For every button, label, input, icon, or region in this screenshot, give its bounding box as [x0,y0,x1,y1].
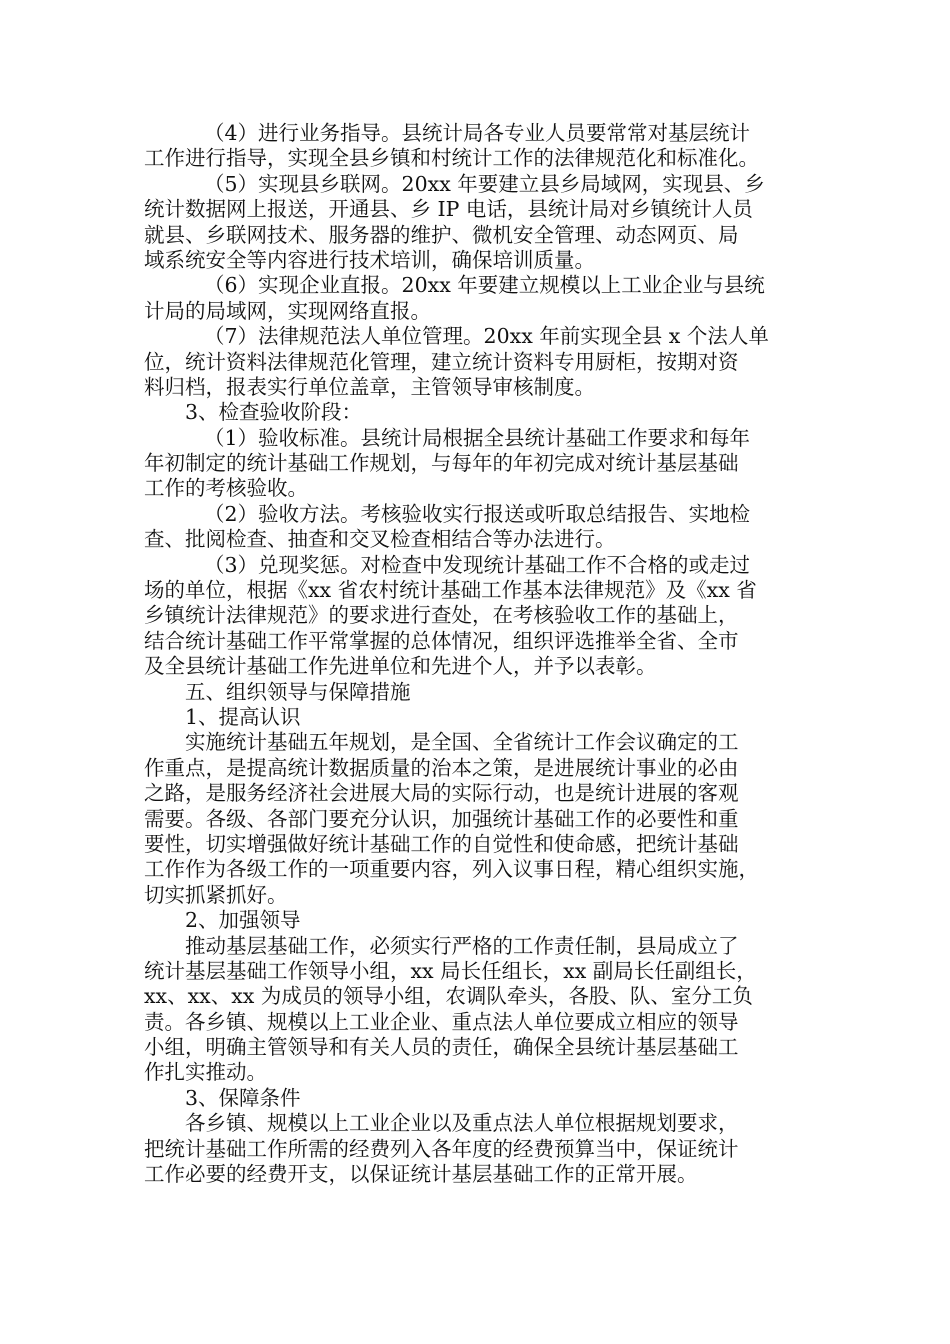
text-line: （6）实现企业直报。20xx 年要建立规模以上工业企业与县统 [204,273,765,298]
subsection-heading: 3、保障条件 [185,1085,301,1110]
text-line: （2）验收方法。考核验收实行报送或听取总结报告、实地检 [204,501,751,526]
text-line: 位，统计资料法律规范化管理，建立统计资料专用厨柜，按期对资 [144,349,739,374]
text-line: 乡镇统计法律规范》的要求进行查处，在考核验收工作的基础上， [144,603,739,628]
text-line: 料归档，报表实行单位盖章，主管领导审核制度。 [144,374,595,399]
subsection-heading: 1、提高认识 [185,704,301,729]
subsection-heading: 2、加强领导 [185,908,301,933]
text-line: 计局的局域网，实现网络直报。 [144,298,431,323]
text-line: （4）进行业务指导。县统计局各专业人员要常常对基层统计 [204,121,751,145]
text-line: 工作必要的经费开支，以保证统计基层基础工作的正常开展。 [144,1162,698,1187]
text-line: 作重点，是提高统计数据质量的治本之策，是进展统计事业的必由 [144,755,739,780]
section-heading: 3、检查验收阶段： [185,400,363,425]
text-line: （3）兑现奖惩。对检查中发现统计基础工作不合格的或走过 [204,552,751,577]
text-line: （7）法律规范法人单位管理。20xx 年前实现全县 x 个法人单 [204,324,769,349]
text-line: 查、批阅检查、抽查和交叉检查相结合等办法进行。 [144,527,616,552]
text-line: 工作的考核验收。 [144,476,308,501]
text-line: 之路，是服务经济社会进展大局的实际行动，也是统计进展的客观 [144,781,739,806]
text-line: 实施统计基础五年规划，是全国、全省统计工作会议确定的工 [185,730,739,755]
text-line: 结合统计基础工作平常掌握的总体情况，组织评选推举全省、全市 [144,628,739,653]
text-line: 及全县统计基础工作先进单位和先进个人，并予以表彰。 [144,654,657,679]
text-line: 年初制定的统计基础工作规划，与每年的年初完成对统计基层基础 [144,451,739,476]
text-line: （5）实现县乡联网。20xx 年要建立县乡局域网，实现县、乡 [204,171,765,196]
text-line: 各乡镇、规模以上工业企业以及重点法人单位根据规划要求， [185,1111,739,1136]
text-line: 责。各乡镇、规模以上工业企业、重点法人单位要成立相应的领导 [144,1009,739,1034]
text-line: 统计基层基础工作领导小组，xx 局长任组长，xx 副局长任副组长， [144,958,757,983]
text-line: 域系统安全等内容进行技术培训，确保培训质量。 [144,247,595,272]
text-line: 切实抓紧抓好。 [144,882,288,907]
text-line: 工作作为各级工作的一项重要内容，列入议事日程，精心组织实施， [144,857,759,882]
text-line: 作扎实推动。 [144,1060,267,1085]
text-line: xx、xx、xx 为成员的领导小组，农调队牵头，各股、队、室分工负 [144,984,753,1009]
text-line: 小组，明确主管领导和有关人员的责任，确保全县统计基层基础工 [144,1035,739,1060]
text-line: 工作进行指导，实现全县乡镇和村统计工作的法律规范化和标准化。 [144,146,759,171]
text-line: （1）验收标准。县统计局根据全县统计基础工作要求和每年 [204,425,751,450]
text-line: 场的单位，根据《xx 省农村统计基础工作基本法律规范》及《xx 省 [144,578,757,603]
text-line: 需要。各级、各部门要充分认识，加强统计基础工作的必要性和重 [144,806,739,831]
section-heading: 五、组织领导与保障措施 [185,679,411,704]
text-line: 推动基层基础工作，必须实行严格的工作责任制，县局成立了 [185,933,739,958]
text-line: 把统计基础工作所需的经费列入各年度的经费预算当中，保证统计 [144,1136,739,1161]
text-line: 统计数据网上报送，开通县、乡 IP 电话，县统计局对乡镇统计人员 [144,197,753,222]
text-line: 要性，切实增强做好统计基础工作的自觉性和使命感，把统计基础 [144,831,739,856]
document-body [144,121,812,1187]
text-line: 就县、乡联网技术、服务器的维护、微机安全管理、动态网页、局 [144,222,739,247]
